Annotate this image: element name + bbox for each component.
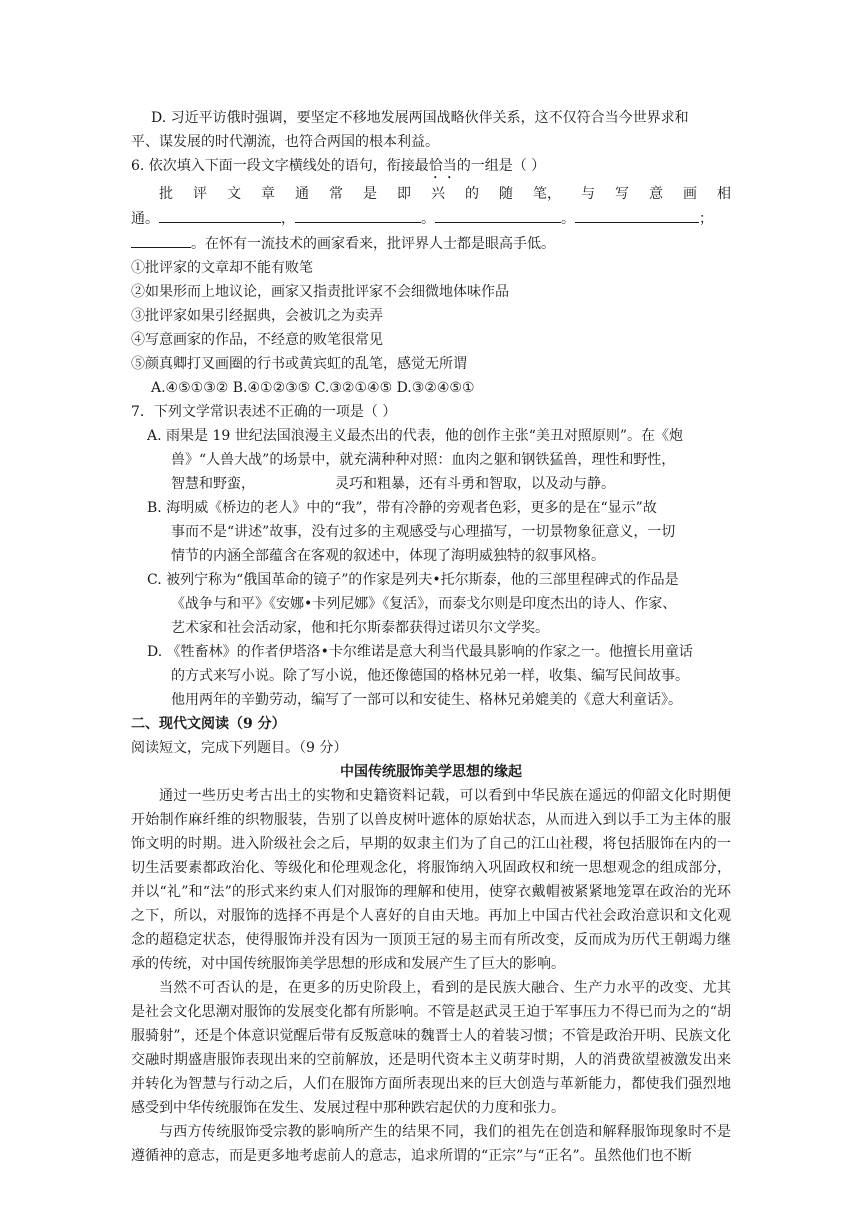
q6-passage-char: 是: [363, 186, 377, 202]
q6-options: A.④⑤①③② B.④①②③⑤ C.③②①④⑤ D.③②④⑤①: [151, 380, 475, 396]
q7-stem: 7．下列文学常识表述不正确的一项是（ ）: [131, 404, 397, 420]
q6-passage-char: 笔，: [533, 186, 561, 202]
q6-passage-char: 兴: [431, 186, 445, 202]
q6-passage-line2: [131, 206, 731, 231]
q6-item: ③批评家如果引经据典，会被讥之为卖弄: [131, 308, 383, 324]
q6-passage-char: 与: [581, 186, 595, 202]
q5-option-d-line1: D. 习近平访俄时强调，要坚定不移地发展两国战略伙伴关系，这不仅符合当今世界求和: [151, 110, 689, 126]
q6-passage-char: 写: [615, 186, 629, 202]
q7-option-b-line1: B. 海明威《桥边的老人》中的“我”，带有冷静的旁观者色彩，更多的是在“显示”故: [147, 500, 657, 516]
exam-page: [131, 106, 731, 1168]
q6-stem-emphasis: 恰当: [428, 158, 457, 174]
q7-a3-pre: 智慧和野蛮，: [171, 476, 255, 492]
q7-option-d-line1: D. 《牲畜林》的作者伊塔洛•卡尔维诺是意大利当代最具影响的作家之一。他擅长用童话: [147, 644, 693, 660]
q6-item: ①批评家的文章却不能有败笔: [131, 260, 313, 276]
q7-a3-post: 灵巧和粗暴，还有斗勇和智取，以及动与静。: [335, 476, 615, 492]
q6-passage-line3: [131, 231, 731, 256]
q7-option-c-line1: C. 被列宁称为“俄国革命的镜子”的作家是列夫•托尔斯泰，他的三部里程碑式的作品是: [147, 572, 679, 588]
q6-passage-char: 章: [261, 186, 275, 202]
q7-option-d-line2: 的方式来写小说。除了写小说，他还像德国的格林兄弟一样，收集、编写民间故事。: [171, 668, 689, 684]
q6-passage-char: 的: [465, 186, 479, 202]
q7-option-a-line3: [131, 472, 731, 496]
q5-option-d-line2: 平、谋发展的时代潮流，也符合两国的根本利益。: [131, 134, 439, 150]
q6-passage-char: 通: [295, 186, 309, 202]
q6-passage-char: 随: [499, 186, 513, 202]
q6-item: ⑤颜真卿打叉画圈的行书或黄宾虹的乱笔，感觉无所谓: [131, 356, 467, 372]
q6-period1: 。: [421, 211, 435, 227]
q6-blank-2[interactable]: [295, 206, 421, 223]
q6-passage-char: 评: [193, 186, 207, 202]
q7-option-b-line2: 事而不是“讲述”故事，没有过多的主观感受与心理描写，一切景物象征意义，一切: [171, 524, 676, 540]
q6-item: ④写意画家的作品，不经意的败笔很常见: [131, 332, 383, 348]
article-paragraph-2: 当然不可否认的是，在更多的历史阶段上，看到的是民族大融合、生产力水平的改变、尤其是社会文化思潮对服饰的发展变化都有所影响。不管是赵武灵王迫于军事压力不得已而为之的“胡服骑射”，还是个体意识觉醒后带有反叛意味的魏晋士人的着装习惯；不管是政治开明、民族文化交融时期盛唐服饰表现出来的空前解放，还是明代资本主义萌芽时期，人的消费欲望被激发出来并转化为智慧与行动之后，人们在服饰方面所表现出来的巨大创造与革新能力，都使我们强烈地感受到中华传统服饰在发生、发展过程中那种跌宕起伏的力度和张力。: [131, 980, 731, 1116]
q7-option-b-line3: 情节的内涵全部蕴含在客观的叙述中，体现了海明威独特的叙事风格。: [171, 548, 605, 564]
q7-option-a-line1: A. 雨果是 19 世纪法国浪漫主义最杰出的代表，他的创作主张“美丑对照原则”。在《炮: [147, 428, 684, 444]
q6-stem-post: 的一组是（ ）: [456, 158, 546, 174]
reading-instruction: 阅读短文，完成下列题目。（9 分）: [131, 740, 348, 756]
q6-tong: 通。: [131, 211, 159, 227]
q6-passage-char: 常: [329, 186, 343, 202]
q6-comma: ，: [281, 211, 295, 227]
q6-blank-3[interactable]: [435, 206, 561, 223]
q6-semicolon: ；: [699, 211, 713, 227]
q7-option-d-line3: 他用两年的辛勤劳动，编写了一部可以和安徒生、格林兄弟媲美的《意大利童话》。: [171, 692, 682, 708]
article-paragraph-3: 与西方传统服饰受宗教的影响所产生的结果不同，我们的祖先在创造和解释服饰现象时不是遵循神的意志，而是更多地考虑前人的意志，追求所谓的“正宗”与“正名”。虽然他们也不断: [131, 1124, 731, 1164]
q6-stem-pre: 6. 依次填入下面一段文字横线处的语句，衔接最: [131, 158, 429, 174]
article-title: 中国传统服饰美学思想的缘起: [340, 764, 522, 780]
q6-blank-4[interactable]: [575, 206, 699, 223]
q6-blank-5[interactable]: [131, 231, 191, 248]
q6-item: ②如果形而上地议论，画家又指责批评家不会细微地体味作品: [131, 284, 509, 300]
q7-option-c-line2: 《战争与和平》《安娜•卡列尼娜》《复活》，而泰戈尔则是印度杰出的诗人、作家、: [171, 596, 677, 612]
q6-passage-char: 相: [717, 186, 731, 202]
q6-passage-char: 画: [683, 186, 697, 202]
q6-passage-char: 即: [397, 186, 411, 202]
q7-option-a-line2: 兽》“人兽大战”的场景中，就充满种种对照：血肉之躯和钢铁猛兽，理性和野性，: [171, 452, 676, 468]
q6-passage-line1: [131, 182, 731, 206]
q6-stem: [131, 154, 731, 182]
q7-option-c-line3: 艺术家和社会活动家，他和托尔斯泰都获得过诺贝尔文学奖。: [171, 620, 549, 636]
article-paragraph-1: 通过一些历史考古出土的实物和史籍资料记载，可以看到中华民族在遥远的仰韶文化时期便开始制作麻纤维的织物服装，告别了以兽皮树叶遮体的原始状态，从而进入到以手工为主体的服饰文明的时期。进入阶级社会之后，早期的奴隶主们为了自己的江山社稷，将包括服饰在内的一切生活要素都政治化、等级化和伦理观念化，将服饰纳入巩固政权和统一思想观念的组成部分，并以“礼”和“法”的形式来约束人们对服饰的理解和使用，使穿衣戴帽被紧紧地笼罩在政治的光环之下，所以，对服饰的选择不再是个人喜好的自由天地。再加上中国古代社会政治意识和文化观念的超稳定状态，使得服饰并没有因为一顶顶王冠的易主而有所改变，反而成为历代王朝竭力继承的传统，对中国传统服饰美学思想的形成和发展产生了巨大的影响。: [131, 788, 731, 972]
section-heading: 二、现代文阅读（9 分）: [131, 716, 286, 732]
q6-passage-char: 意: [649, 186, 663, 202]
q6-tail: 。在怀有一流技术的画家看来，批评界人士都是眼高手低。: [191, 236, 555, 252]
q6-passage-char: 批: [159, 186, 173, 202]
q6-passage-char: 文: [227, 186, 241, 202]
q6-period2: 。: [561, 211, 575, 227]
q6-blank-1[interactable]: [159, 206, 281, 223]
